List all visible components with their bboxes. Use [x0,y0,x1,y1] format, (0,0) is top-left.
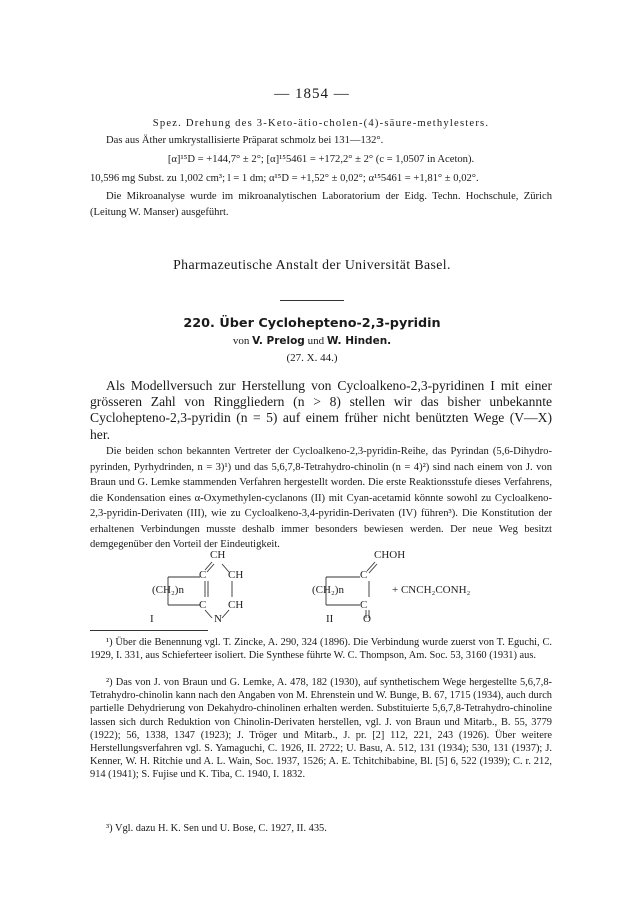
structure-i-label: I [150,613,154,625]
author-hinden: W. Hinden. [326,335,392,347]
lead-paragraph: Als Modellversuch zur Herstellung von Cycloalkeno-2,3-pyridinen I mit einer grösseren Zahl von Ringgliedern (n > 8) stellen wir das bisher unbekannte Cyclohepteno-2,3-pyridin (n = 5) auf einem früher nicht benützten Wege (V—X) her. [90,378,552,442]
structure-i-ch-right-bottom: CH [228,599,244,611]
structure-i-n: N [214,613,222,625]
intro-melting-point: Das aus Äther umkrystallisierte Präparat schmolz bei 131—132°. [106,135,384,146]
author-prelog: V. Prelog [252,335,305,347]
structure-i-ring: (CH₂)n [152,584,184,596]
authors-prefix: von [232,335,250,347]
intro-measurement: 10,596 mg Subst. zu 1,002 cm³; l = 1 dm; α¹⁵D = +1,52° ± 0,02°; α¹⁵5461 = +1,81° ± 0,02°. [90,173,479,184]
structure-ii-c-top: C [360,569,368,581]
article-title: 220. Über Cyclohepteno-2,3-pyridin [183,316,441,331]
structure-i-c-left-top: C [199,569,207,581]
body-paragraph: Die beiden schon bekannten Vertreter der Cycloalkeno-2,3-pyridin-Reihe, das Pyrindan (5,6-Dihydro-pyrinden, Pyrhydrinden, n = 3)¹) und das 5,6,7,8-Tetrahydro-chinolin (n = 4)²) sind nach einem von J. von Braun und G. Lemke stammenden Verfahren hergestellt worden. Die erste Reaktionsstufe dieses Verfahrens, die Kondensation eines α-Oxymethylen-cyclanons (II) mit Cyan-acetamid könnte sowohl zu Cycloalkeno-2,3-pyridin-Derivaten (III), wie zu Cycloalkeno-3,4-pyridin-Derivaten (IV) führen³). Die Konstitution der erhaltenen Verbindungen musste deshalb immer besonders bewiesen werden. Der neue Weg besitzt demgegenüber den Vorteil der Eindeutigkeit. [90,446,552,550]
reagent-cyanacetamide: + CNCH₂CONH₂ [392,584,471,596]
intro-heading: Spez. Drehung des 3-Keto-ätio-cholen-(4)-säure-methylesters. [152,118,490,129]
structure-ii-c-bottom: C [360,599,368,611]
intro-microanalysis: Die Mikroanalyse wurde im mikroanalytischen Laboratorium der Eidg. Techn. Hochschule, Zürich (Leitung W. Manser) ausgeführt. [90,191,552,218]
intro-rotation: [α]¹⁵D = +144,7° ± 2°; [α]¹⁵5461 = +172,2° ± 2° (c = 1,0507 in Aceton). [167,154,475,165]
institution: Pharmazeutische Anstalt der Universität Basel. [173,257,451,272]
footnote-1: ¹) Über die Benennung vgl. T. Zincke, A. 290, 324 (1896). Die Verbindung wurde zuerst von T. Eguchi, C. 1929, I. 331, aus Schieferteer isoliert. Die Synthese führte W. C. Thompson, Am. Soc. 53, 3160 (1931) aus. [90,637,552,662]
page-number: — 1854 — [274,86,350,102]
structure-ii-choh: CHOH [374,549,406,561]
footnote-2: ²) Das von J. von Braun und G. Lemke, A. 478, 182 (1930), auf synthetischem Wege hergestellte 5,6,7,8-Tetrahydro-chinolin kann nach den Angaben von M. Ehrenstein und W. Bunge, B. 67, 1715 (1934), auch durch partielle Dehydrierung von Dekahydro-chinolinen erhalten werden. Substituierte 5,6,7,8-Tetrahydro-chinoline lassen sich durch Reduktion von Chinolin-Derivaten herstellen, vgl. J. von Braun und Mitarb., B. 55, 3779 (1922); 56, 1338, 1347 (1923); J. Tröger und Mitarb., J. pr. [2] 112, 221, 243 (1926). Über weitere Herstellungsverfahren vgl. S. Yamaguchi, C. 1926, II. 2722; U. Basu, A. 512, 131 (1934); 530, 131 (1937); J. Kenner, W. H. Ritchie und A. L. Wain, Soc. 1937, 1526; A. E. Tchitchibabine, Bl. [5] 6, 522 (1939); C. r. 212, 914 (1941); S. Fujise und K. Tiba, C. 1940, I. 1832. [90,677,552,781]
structure-ii-ring: (CH₂)n [312,584,344,596]
structure-ii-label: II [326,613,334,625]
structure-i-c-left-bottom: C [199,599,207,611]
authors-and: und [307,335,325,347]
article-date: (27. X. 44.) [286,352,338,364]
structure-i-ch-top: CH [210,549,226,561]
footnote-3: ³) Vgl. dazu H. K. Sen und U. Bose, C. 1927, II. 435. [106,823,327,834]
structure-i-ch-right-top: CH [228,569,244,581]
footnote-divider [90,630,208,631]
structure-ii-o: O [363,613,371,625]
